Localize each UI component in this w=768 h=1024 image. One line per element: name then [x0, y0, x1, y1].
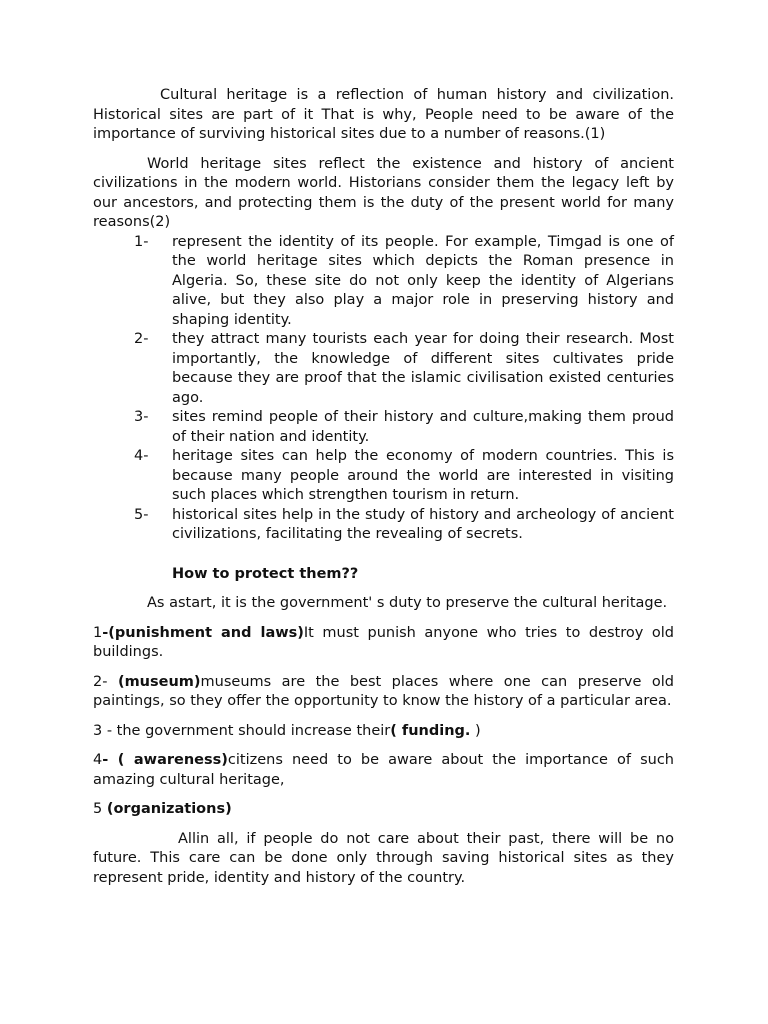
protect-item-keyword: -(punishment and laws): [102, 624, 304, 641]
list-item-text: historical sites help in the study of history and archeology of ancient civilizations, facilitating the revealing of secrets.: [172, 506, 674, 542]
list-item-number: 1-: [134, 233, 149, 250]
list-item: [93, 408, 674, 447]
protect-item-keyword: (museum): [117, 673, 201, 690]
closing-paragraph: Allin all, if people do not care about their past, there will be no future. This care can be done only through saving historical sites as they represent pride, identity and history of the country.: [93, 830, 674, 886]
protect-item-prefix: 5: [93, 801, 107, 817]
protect-item-keyword: (organizations): [106, 801, 232, 817]
list-item: [93, 506, 674, 545]
list-item: [93, 233, 674, 331]
reasons-list: [93, 233, 674, 545]
protect-item-4: [93, 751, 674, 790]
protect-item-text: museums are the best places where one can preserve old paintings, so they offer the opportunity to know the history of a particular area.: [93, 673, 674, 709]
protect-item-5: [93, 800, 674, 820]
section-heading: How to protect them??: [172, 565, 359, 582]
protect-item-1: [93, 624, 674, 663]
protect-item-text: ): [470, 722, 481, 739]
list-item-number: 3-: [134, 409, 149, 425]
protect-item-prefix: 3 - the government should increase their: [93, 722, 391, 739]
list-item-text: sites remind people of their history and culture,making them proud of their nation and identity.: [172, 409, 674, 445]
protect-intro: As astart, it is the government' s duty to preserve the cultural heritage.: [147, 595, 668, 611]
list-item-text: heritage sites can help the economy of modern countries. This is because many people around the world are interested in visiting such places which strengthen tourism in return.: [172, 448, 674, 503]
protect-item-2: [93, 673, 674, 712]
protect-item-keyword: ( funding.: [390, 722, 471, 739]
list-item-number: 2-: [134, 331, 149, 347]
list-item-text: represent the identity of its people. For example, Timgad is one of the world heritage sites which depicts the Roman presence in Algeria. So, these site do not only keep the identity of Algerians alive, but they also play a major role in preserving history and shaping identity.: [172, 233, 674, 328]
protect-item-text: citizens need to be aware about the importance of such amazing cultural heritage,: [93, 752, 674, 788]
protect-item-text: It must punish anyone who tries to destroy old buildings.: [93, 624, 674, 660]
protect-item-3: [93, 722, 674, 742]
protect-item-prefix: 1: [93, 624, 103, 641]
intro-paragraph-1: Cultural heritage is a reflection of human history and civilization. Historical sites are part of it That is why, People need to be aware of the importance of surviving historical sites due to a number of reasons.(1): [93, 87, 674, 142]
list-item-number: 5-: [134, 506, 149, 523]
list-item-text: they attract many tourists each year for doing their research. Most importantly, the knowledge of different sites cultivates pride because they are proof that the islamic civilisation existed centuries ago.: [172, 331, 674, 406]
document-page: [93, 86, 674, 888]
protect-item-keyword: - ( awareness): [102, 752, 228, 768]
protect-item-prefix: 4: [93, 752, 103, 768]
list-item: [93, 330, 674, 408]
list-item: [93, 447, 674, 506]
intro-paragraph-2: World heritage sites reflect the existence and history of ancient civilizations in the modern world. Historians consider them the legacy left by our ancestors, and protecting them is the duty of the present world for many reasons(2): [93, 155, 674, 230]
list-item-number: 4-: [134, 448, 149, 464]
protect-item-prefix: 2-: [93, 673, 118, 690]
